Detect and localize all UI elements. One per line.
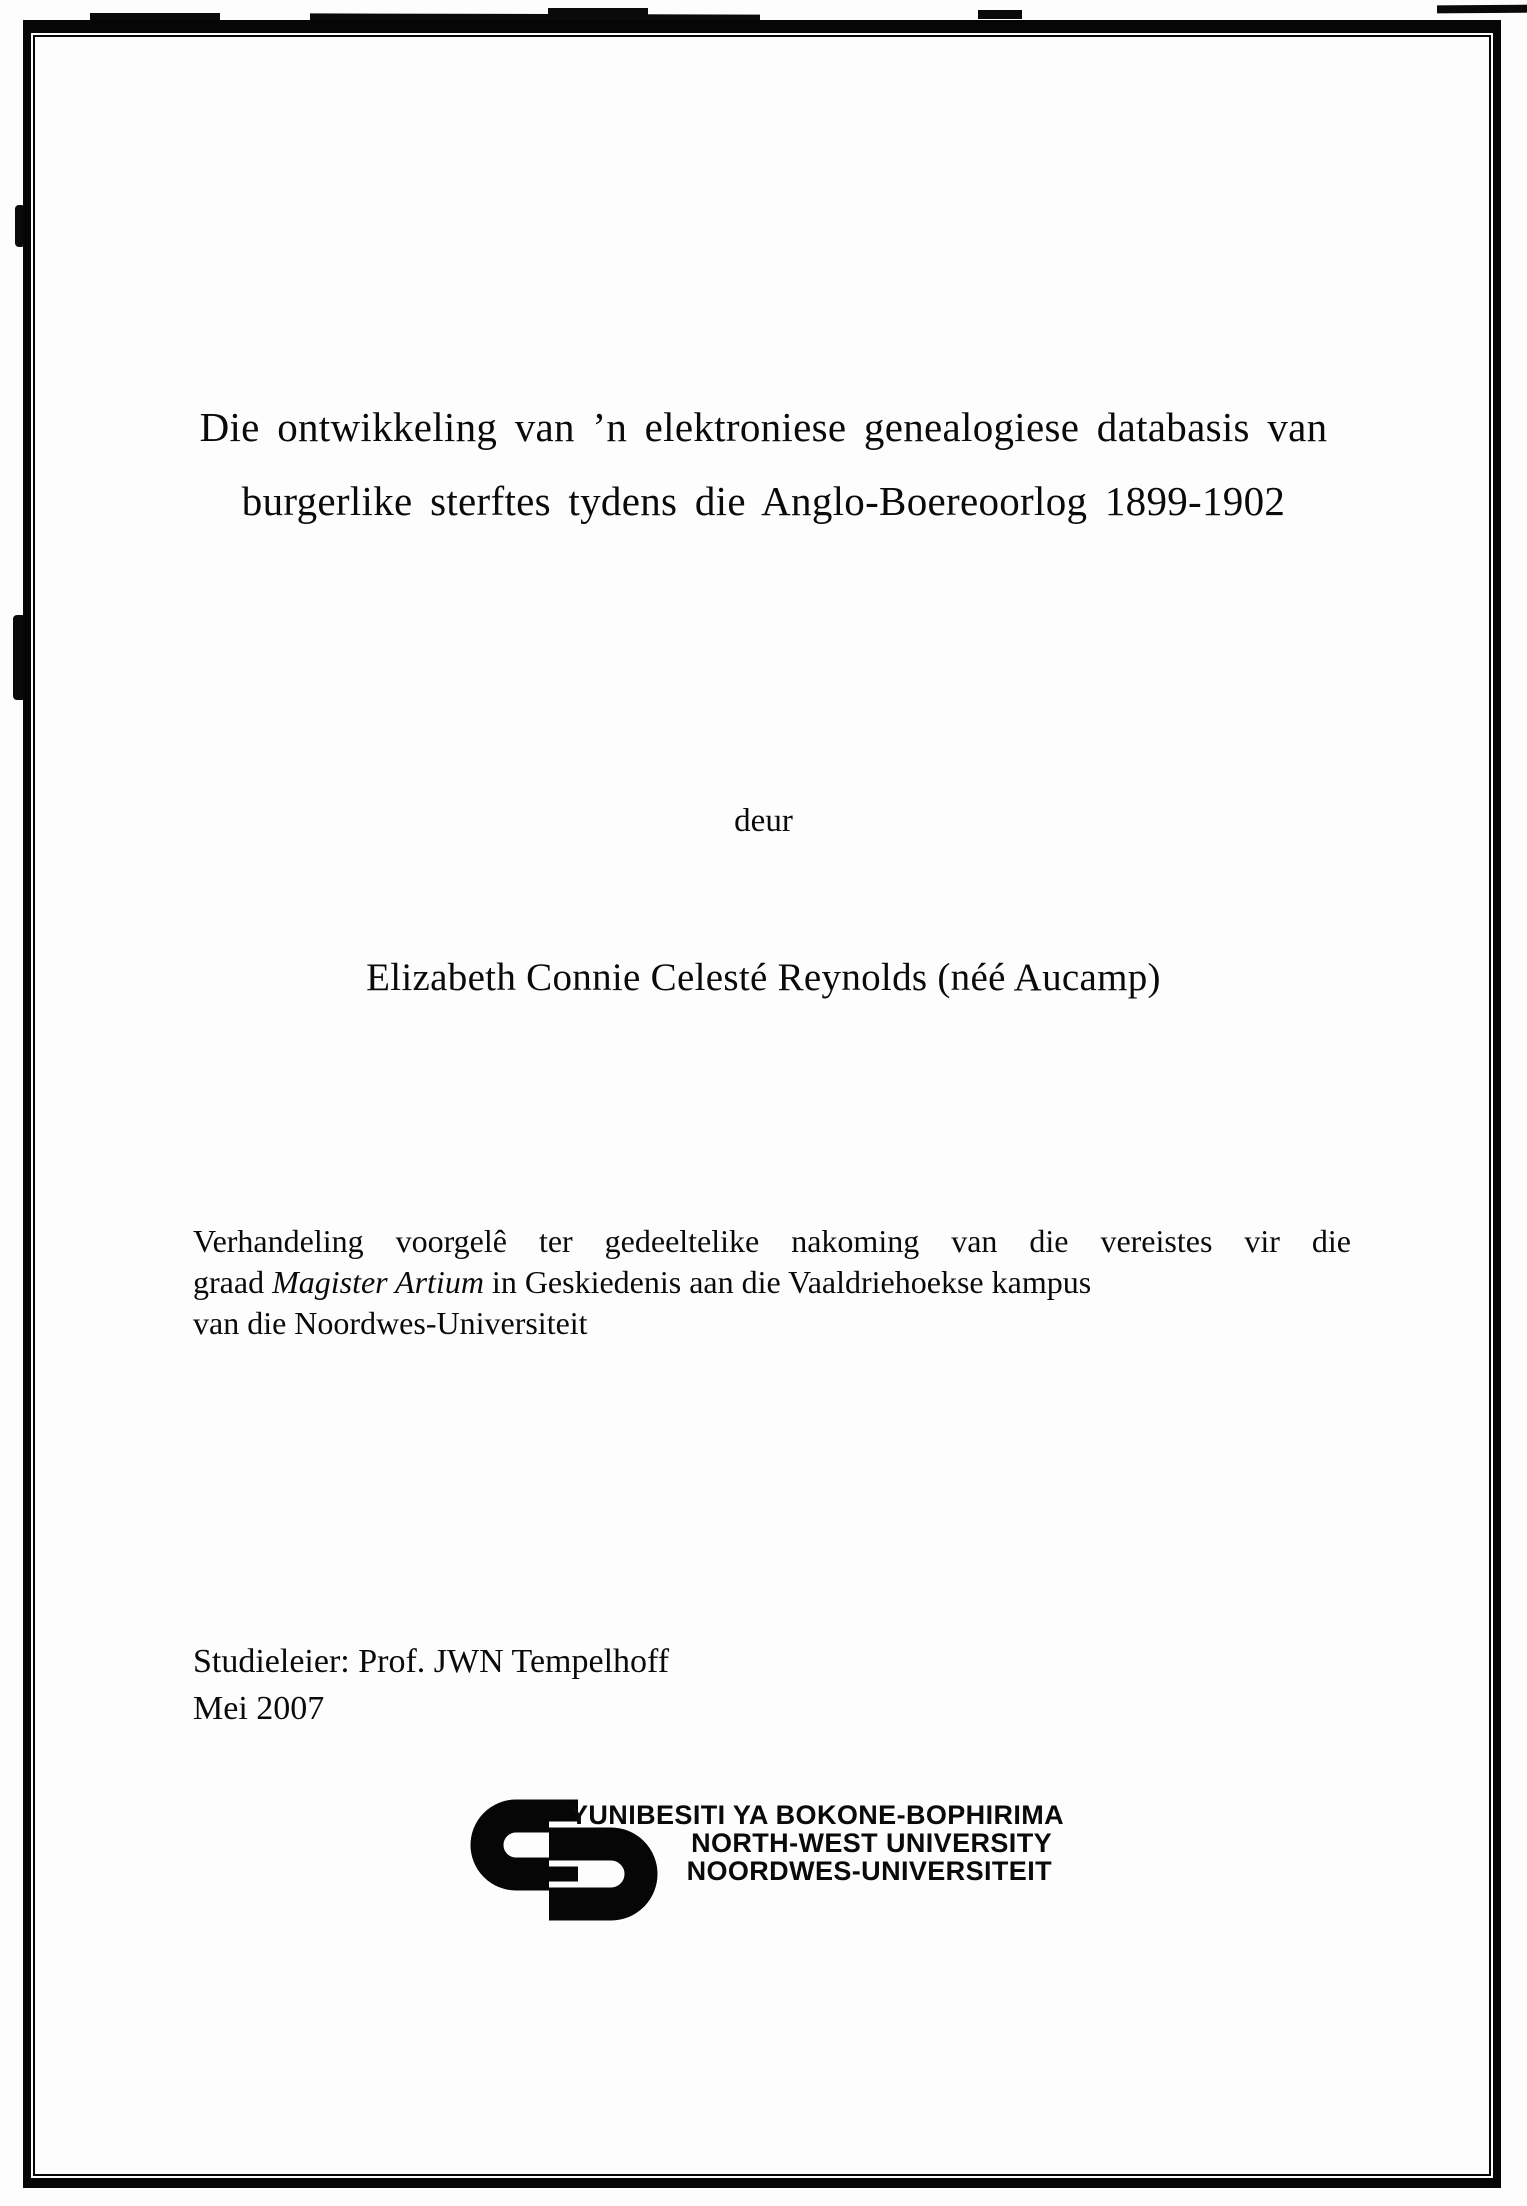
thesis-title-line2: burgerlike sterftes tydens die Anglo-Boereoorlog 1899-1902	[241, 478, 1286, 524]
degree-name: Magister Artium	[272, 1264, 484, 1300]
nwu-logo-wordmark	[570, 1800, 1065, 1886]
submission-paragraph	[193, 1221, 1351, 1344]
scan-artifact	[548, 8, 648, 19]
thesis-title-line1: Die ontwikkeling van ’n elektroniese genealogiese databasis van	[199, 404, 1328, 450]
submission-line2-suffix: in Geskiedenis aan die Vaaldriehoekse kampus	[483, 1264, 1092, 1300]
submission-line2	[193, 1262, 1351, 1303]
thesis-title	[60, 390, 1467, 538]
scan-artifact	[1437, 5, 1527, 14]
supervisor-block	[193, 1638, 669, 1732]
logo-line-setswana: YUNIBESITI YA BOKONE-BOPHIRIMA	[570, 1800, 1065, 1830]
scan-artifact	[978, 10, 1022, 19]
logo-line-afrikaans: NOORDWES-UNIVERSITEIT	[686, 1856, 1052, 1886]
submission-line2-prefix: graad	[193, 1264, 273, 1300]
logo-line-english: NORTH-WEST UNIVERSITY	[691, 1828, 1052, 1858]
date-line: Mei 2007	[193, 1690, 325, 1727]
byline-label: deur	[734, 803, 793, 839]
author-name: Elizabeth Connie Celesté Reynolds (néé Aucamp)	[366, 956, 1161, 999]
supervisor-line: Studieleier: Prof. JWN Tempelhoff	[193, 1643, 670, 1680]
submission-line1: Verhandeling voorgelê ter gedeeltelike nakoming van die vereistes vir die	[193, 1223, 1351, 1259]
submission-line3: van die Noordwes-Universiteit	[193, 1305, 588, 1341]
